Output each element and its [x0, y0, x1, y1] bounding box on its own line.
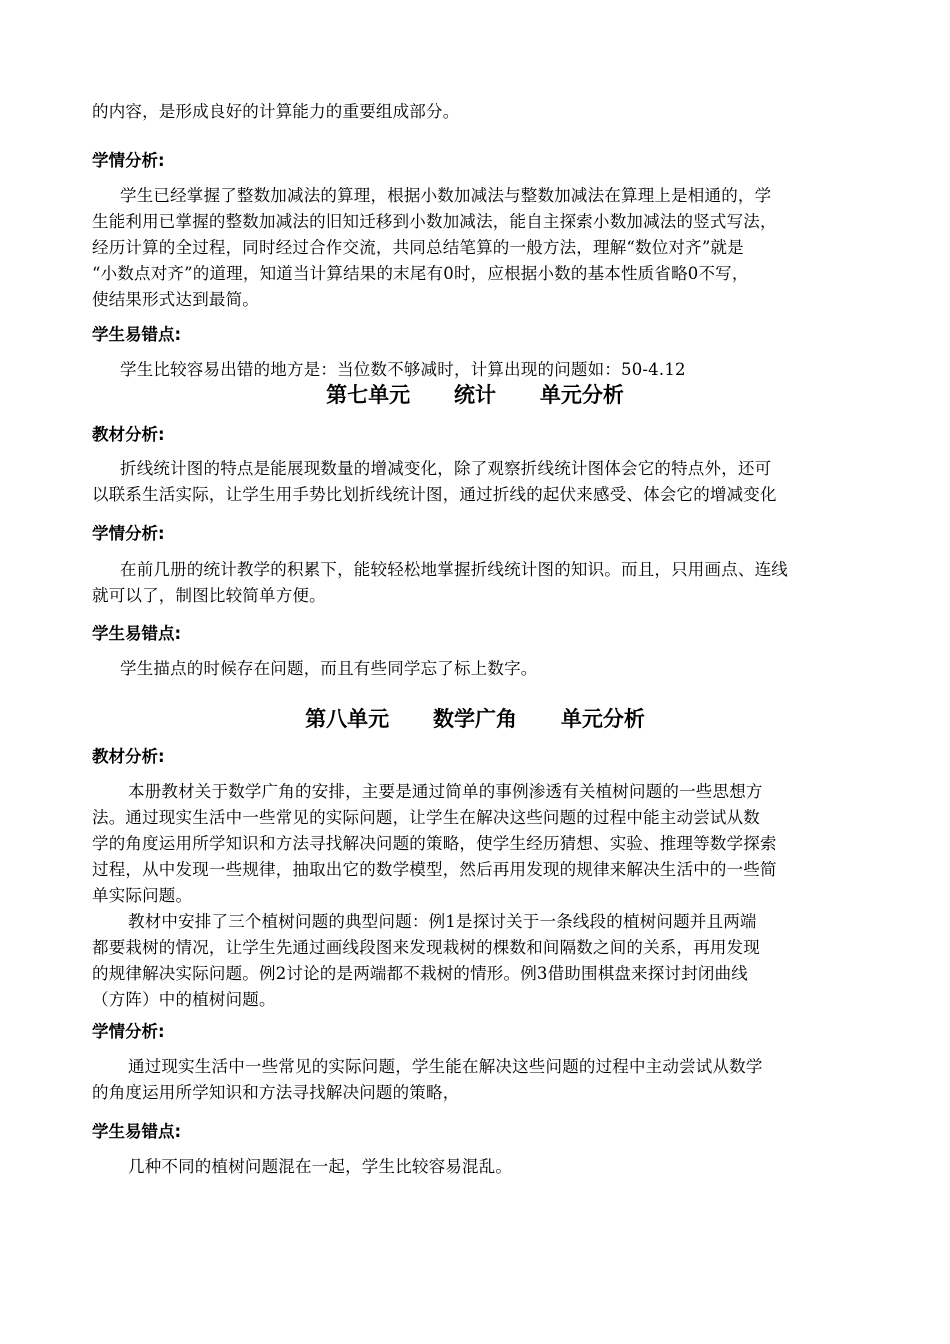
text-line: 通过现实生活中一些常见的实际问题，学生能在解决这些问题的过程中主动尝试从数学	[128, 1057, 763, 1076]
unit8-xueqing-heading: 学情分析:	[92, 1022, 165, 1041]
text-line: 的规律解决实际问题。例2讨论的是两端都不栽树的情形。例3借助围棋盘来探讨封闭曲线	[92, 964, 748, 983]
text-line: 经历计算的全过程，同时经过合作交流，共同总结笔算的一般方法，理解“数位对齐”就是	[92, 238, 744, 257]
unit6-yicuo-paragraph	[92, 357, 862, 383]
unit7-yicuo-heading: 学生易错点:	[92, 624, 182, 643]
text-line: 过程，从中发现一些规律，抽取出它的数学模型，然后再用发现的规律来解决生活中的一些简	[92, 860, 777, 879]
text-line: 单实际问题。	[92, 886, 193, 905]
intro-tail-paragraph	[92, 99, 862, 125]
text-line: 的角度运用所学知识和方法寻找解决问题的策略，	[92, 1083, 460, 1102]
text-line: 本册教材关于数学广角的安排，主要是通过简单的事例渗透有关植树问题的一些思想方	[128, 782, 763, 801]
unit8-yicuo-paragraph	[92, 1154, 862, 1180]
text-line: “小数点对齐”的道理，知道当计算结果的末尾有0时，应根据小数的基本性质省略0不写，	[92, 264, 749, 283]
text-line: 法。通过现实生活中一些常见的实际问题，让学生在解决这些问题的过程中能主动尝试从数	[92, 808, 760, 827]
text-line: 都要栽树的情况，让学生先通过画线段图来发现栽树的棵数和间隔数之间的关系，再用发现	[92, 938, 760, 957]
text-line: 就可以了，制图比较简单方便。	[92, 586, 326, 605]
text-line: 学的角度运用所学知识和方法寻找解决问题的策略，使学生经历猜想、实验、推理等数学探索	[92, 834, 777, 853]
text-line: 学生已经掌握了整数加减法的算理，根据小数加减法与整数加减法在算理上是相通的，学	[120, 186, 772, 205]
unit6-yicuo-heading: 学生易错点:	[92, 325, 182, 344]
text-line: 学生描点的时候存在问题，而且有些同学忘了标上数字。	[120, 659, 538, 678]
unit7-xueqing-paragraph	[92, 557, 862, 609]
text-line: 的内容，是形成良好的计算能力的重要组成部分。	[92, 102, 460, 121]
text-line: 在前几册的统计教学的积累下，能较轻松地掌握折线统计图的知识。而且，只用画点、连线	[120, 560, 788, 579]
unit6-xueqing-paragraph	[92, 183, 862, 313]
unit7-jiaocai-paragraph	[92, 456, 862, 508]
unit7-title: 第七单元 统计 单元分析	[326, 383, 624, 407]
text-line: 学生比较容易出错的地方是：当位数不够减时，计算出现的问题如：50-4.12	[120, 360, 686, 379]
text-line: 生能利用已掌握的整数加减法的旧知迁移到小数加减法，能自主探索小数加减法的竖式写法，	[92, 212, 777, 231]
unit7-jiaocai-heading: 教材分析:	[92, 425, 165, 444]
unit8-xueqing-paragraph	[92, 1054, 862, 1106]
text-line: 折线统计图的特点是能展现数量的增减变化，除了观察折线统计图体会它的特点外，还可	[120, 459, 772, 478]
unit7-xueqing-heading: 学情分析:	[92, 524, 165, 543]
unit8-jiaocai-paragraph	[92, 779, 862, 1013]
unit8-jiaocai-heading: 教材分析:	[92, 747, 165, 766]
text-line: 几种不同的植树问题混在一起，学生比较容易混乱。	[128, 1157, 513, 1176]
text-line: 以联系生活实际，让学生用手势比划折线统计图，通过折线的起伏来感受、体会它的增减变化	[92, 485, 777, 504]
unit6-xueqing-heading: 学情分析:	[92, 151, 165, 170]
unit8-title: 第八单元 数学广角 单元分析	[305, 707, 645, 731]
unit7-yicuo-paragraph	[92, 656, 862, 682]
unit8-yicuo-heading: 学生易错点:	[92, 1122, 182, 1141]
text-line: 使结果形式达到最简。	[92, 290, 259, 309]
text-line: （方阵）中的植树问题。	[92, 990, 276, 1009]
text-line: 教材中安排了三个植树问题的典型问题：例1是探讨关于一条线段的植树问题并且两端	[128, 912, 757, 931]
